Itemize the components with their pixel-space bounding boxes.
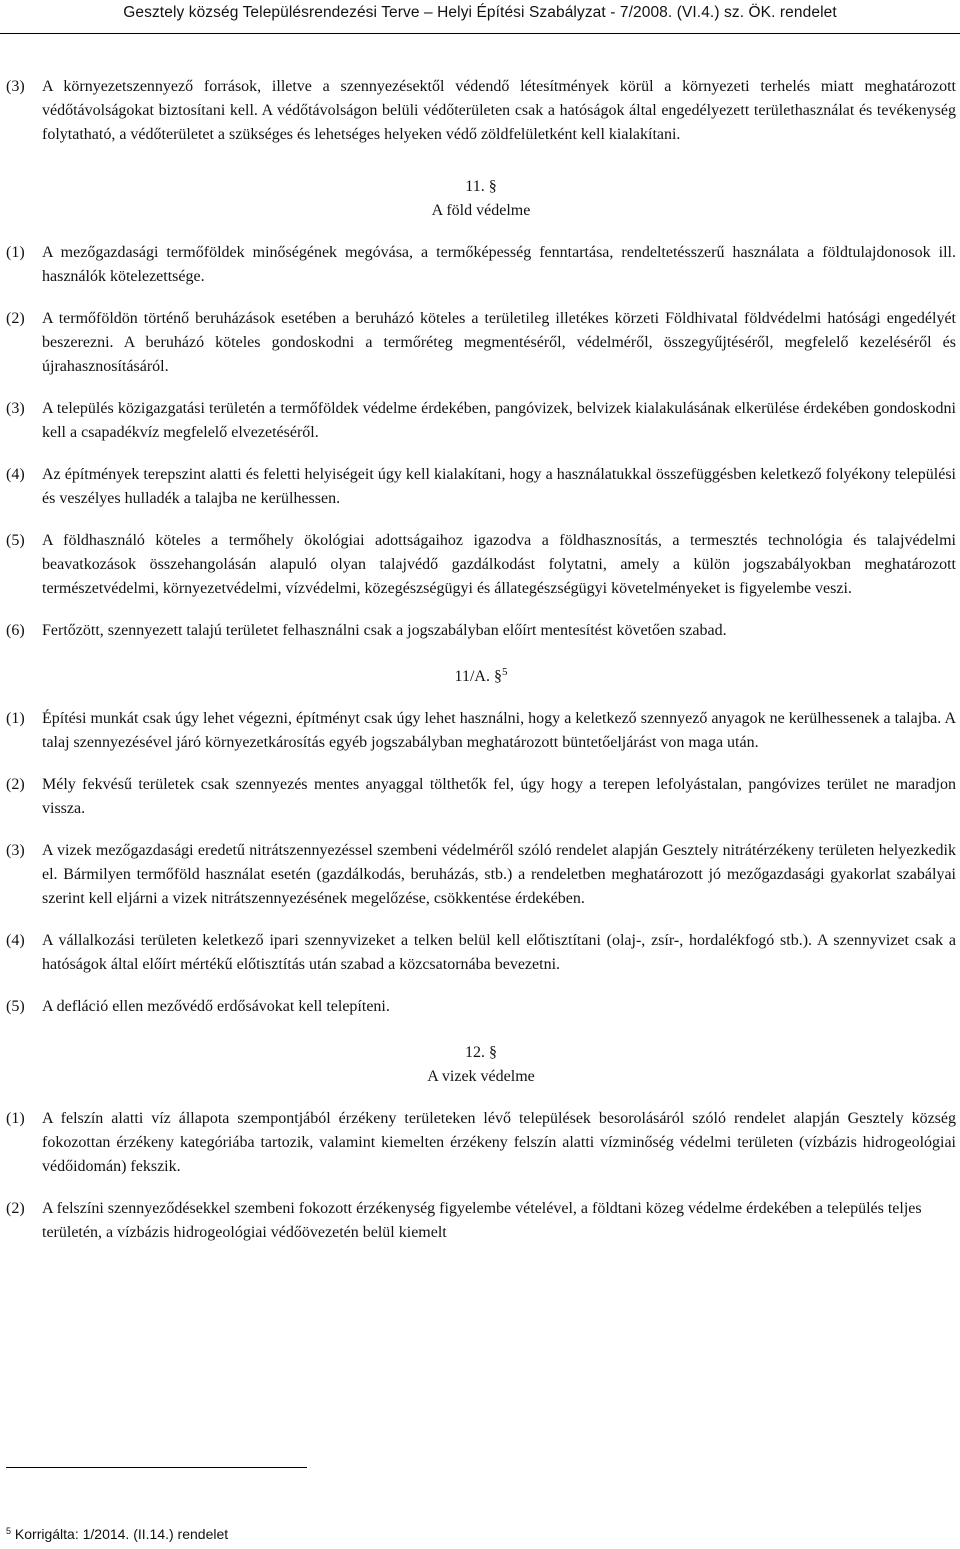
paragraph-number: (5) — [6, 532, 25, 549]
footnote-number: 5 — [6, 1526, 12, 1536]
paragraph-number: (1) — [6, 1110, 25, 1127]
section10-paragraph-3 — [6, 75, 956, 147]
paragraph-text: A felszín alatti víz állapota szempontjából érzékeny területeken lévő települések besorolásáról szóló rendelet alapján Gesztely község fokozottan érzékeny kategóriába tartozik, valamint kiemelten érzékeny felszín alatti vízminőség védelmi területen (vízbázis hidrogeológiai védőidomán) fekszik. — [42, 1110, 956, 1175]
section11-paragraph-5 — [6, 529, 956, 601]
paragraph-number: (3) — [6, 842, 25, 859]
section11-paragraph-6 — [6, 619, 956, 643]
document-title: Gesztely község Településrendezési Terve – Helyi Építési Szabályzat - 7/2008. (VI.4.) sz. ÖK. rendelet — [123, 4, 837, 21]
section-number: 12. — [465, 1044, 485, 1061]
paragraph-number: (4) — [6, 932, 25, 949]
page-header — [0, 4, 960, 30]
paragraph-number: (1) — [6, 710, 25, 727]
section12-paragraph-2 — [6, 1197, 956, 1245]
paragraph-number: (2) — [6, 776, 25, 793]
paragraph-number: (3) — [6, 400, 25, 417]
paragraph-number: (2) — [6, 310, 25, 327]
paragraph-text: Az építmények terepszint alatti és feletti helyiségeit úgy kell kialakítani, hogy a használatukkal összefüggésben keletkező folyékony települési és veszélyes hulladék a talajba ne kerülhessen. — [42, 466, 956, 507]
paragraph-text: A földhasználó köteles a termőhely ökológiai adottságaihoz igazodva a földhasznosítás, a termesztés technológia és talajvédelmi beavatkozások összehangolásán alapuló olyan talajvédő gazdálkodást folytatni, amely a külön jogszabályokban meghatározott természetvédelmi, környezetvédelmi, vízvédelmi, közegészségügyi és állategészségügyi követelményeket is figyelembe veszi. — [42, 532, 956, 597]
paragraph-number: (5) — [6, 998, 25, 1015]
paragraph-number: (6) — [6, 622, 25, 639]
section12-paragraph-1 — [6, 1107, 956, 1179]
paragraph-number: (4) — [6, 466, 25, 483]
section11a-paragraph-4 — [6, 929, 956, 977]
paragraph-text: A felszíni szennyeződésekkel szembeni fokozott érzékenység figyelembe vételével, a földtani közeg védelme érdekében a település teljes területén, a vízbázis hidrogeológiai védőövezetén belül kiemelt — [42, 1200, 922, 1241]
section-11a-heading — [6, 665, 956, 689]
section11a-paragraph-5 — [6, 995, 956, 1019]
paragraph-number: (2) — [6, 1200, 25, 1217]
footnote-text: Korrigálta: 1/2014. (II.14.) rendelet — [14, 1526, 229, 1542]
paragraph-text: A vizek mezőgazdasági eredetű nitrátszennyezéssel szembeni védelméről szóló rendelet alapján Gesztely nitrátérzékeny területen helyezkedik el. Bármilyen termőföld használat esetén (gazdálkodás, beruházás, stb.) a rendeletben meghatározott jó mezőgazdasági gyakorlat szabályai szerint kell eljárni a vizek nitrátszennyezésének megelőzése, csökkentése érdekében. — [42, 842, 956, 907]
section11a-paragraph-1 — [6, 707, 956, 755]
section11-paragraph-3 — [6, 397, 956, 445]
paragraph-text: A környezetszennyező források, illetve a szennyezésektől védendő létesítmények körül a környezeti terhelés miatt meghatározott védőtávolságokat biztosítani kell. A védőtávolságon belüli védőterületen csak a hatóságok által engedélyezett területhasználat és tevékenység folytatható, a védőterületet a szükséges és lehetséges helyeken védő zöldfelületként kell kialakítani. — [42, 78, 956, 143]
paragraph-number: (1) — [6, 244, 25, 261]
paragraph-text: A termőföldön történő beruházások esetében a beruházó köteles a területileg illetékes körzeti Földhivatal földvédelmi hatósági engedélyét beszerezni. A beruházó köteles gondoskodni a termőréteg megmentéséről, védelméről, összegyűjtéséről, megfelelő kezeléséről és újrahasznosításáról. — [42, 310, 956, 375]
section-sign: § — [488, 178, 497, 195]
header-divider — [0, 33, 960, 34]
paragraph-text: Fertőzött, szennyezett talajú területet felhasználni csak a jogszabályban előírt mentesítést követően szabad. — [42, 622, 727, 639]
section-sign: § — [489, 1044, 497, 1061]
paragraph-number: (3) — [6, 78, 25, 95]
document-body — [6, 75, 956, 1263]
section-sign: § — [493, 668, 502, 685]
section-12-heading — [6, 1041, 956, 1089]
section11a-paragraph-2 — [6, 773, 956, 821]
footnote-divider — [6, 1467, 307, 1468]
section11a-paragraph-3 — [6, 839, 956, 911]
paragraph-text: Mély fekvésű területek csak szennyezés mentes anyaggal tölthetők fel, úgy hogy a terepen lefolyástalan, pangóvizes terület ne maradjon vissza. — [42, 776, 956, 817]
section11-paragraph-2 — [6, 307, 956, 379]
footnote — [6, 1526, 228, 1542]
paragraph-text: A település közigazgatási területén a termőföldek védelme érdekében, pangóvizek, belvizek kialakulásának elkerülése érdekében gondoskodni kell a csapadékvíz megfelelő elvezetéséről. — [42, 400, 956, 441]
footnote-reference: 5 — [501, 666, 508, 678]
paragraph-text: A vállalkozási területen keletkező ipari szennyvizeket a telken belül kell előtisztítani (olaj-, zsír-, hordalékfogó stb.). A szennyvizet csak a hatóságok által előírt mértékű előtisztítás után szabad a közcsatornába bevezetni. — [42, 932, 956, 973]
section-number: 11/A. — [454, 668, 490, 685]
section-number: 11. — [465, 178, 485, 195]
section-title: A vizek védelme — [427, 1068, 535, 1085]
section-11-heading — [6, 175, 956, 223]
paragraph-text: Építési munkát csak úgy lehet végezni, építményt csak úgy lehet használni, hogy a keletkező szennyező anyagok ne kerülhessenek a talajba. A talaj szennyezésével járó környezetkárosítás egyéb jogszabályban meghatározott büntetőeljárást von maga után. — [42, 710, 956, 751]
paragraph-text: A defláció ellen mezővédő erdősávokat kell telepíteni. — [42, 998, 390, 1015]
paragraph-text: A mezőgazdasági termőföldek minőségének megóvása, a termőképesség fenntartása, rendeltetésszerű használata a földtulajdonosok ill. használók kötelezettsége. — [42, 244, 956, 285]
section-title: A föld védelme — [431, 202, 531, 219]
section11-paragraph-4 — [6, 463, 956, 511]
section11-paragraph-1 — [6, 241, 956, 289]
